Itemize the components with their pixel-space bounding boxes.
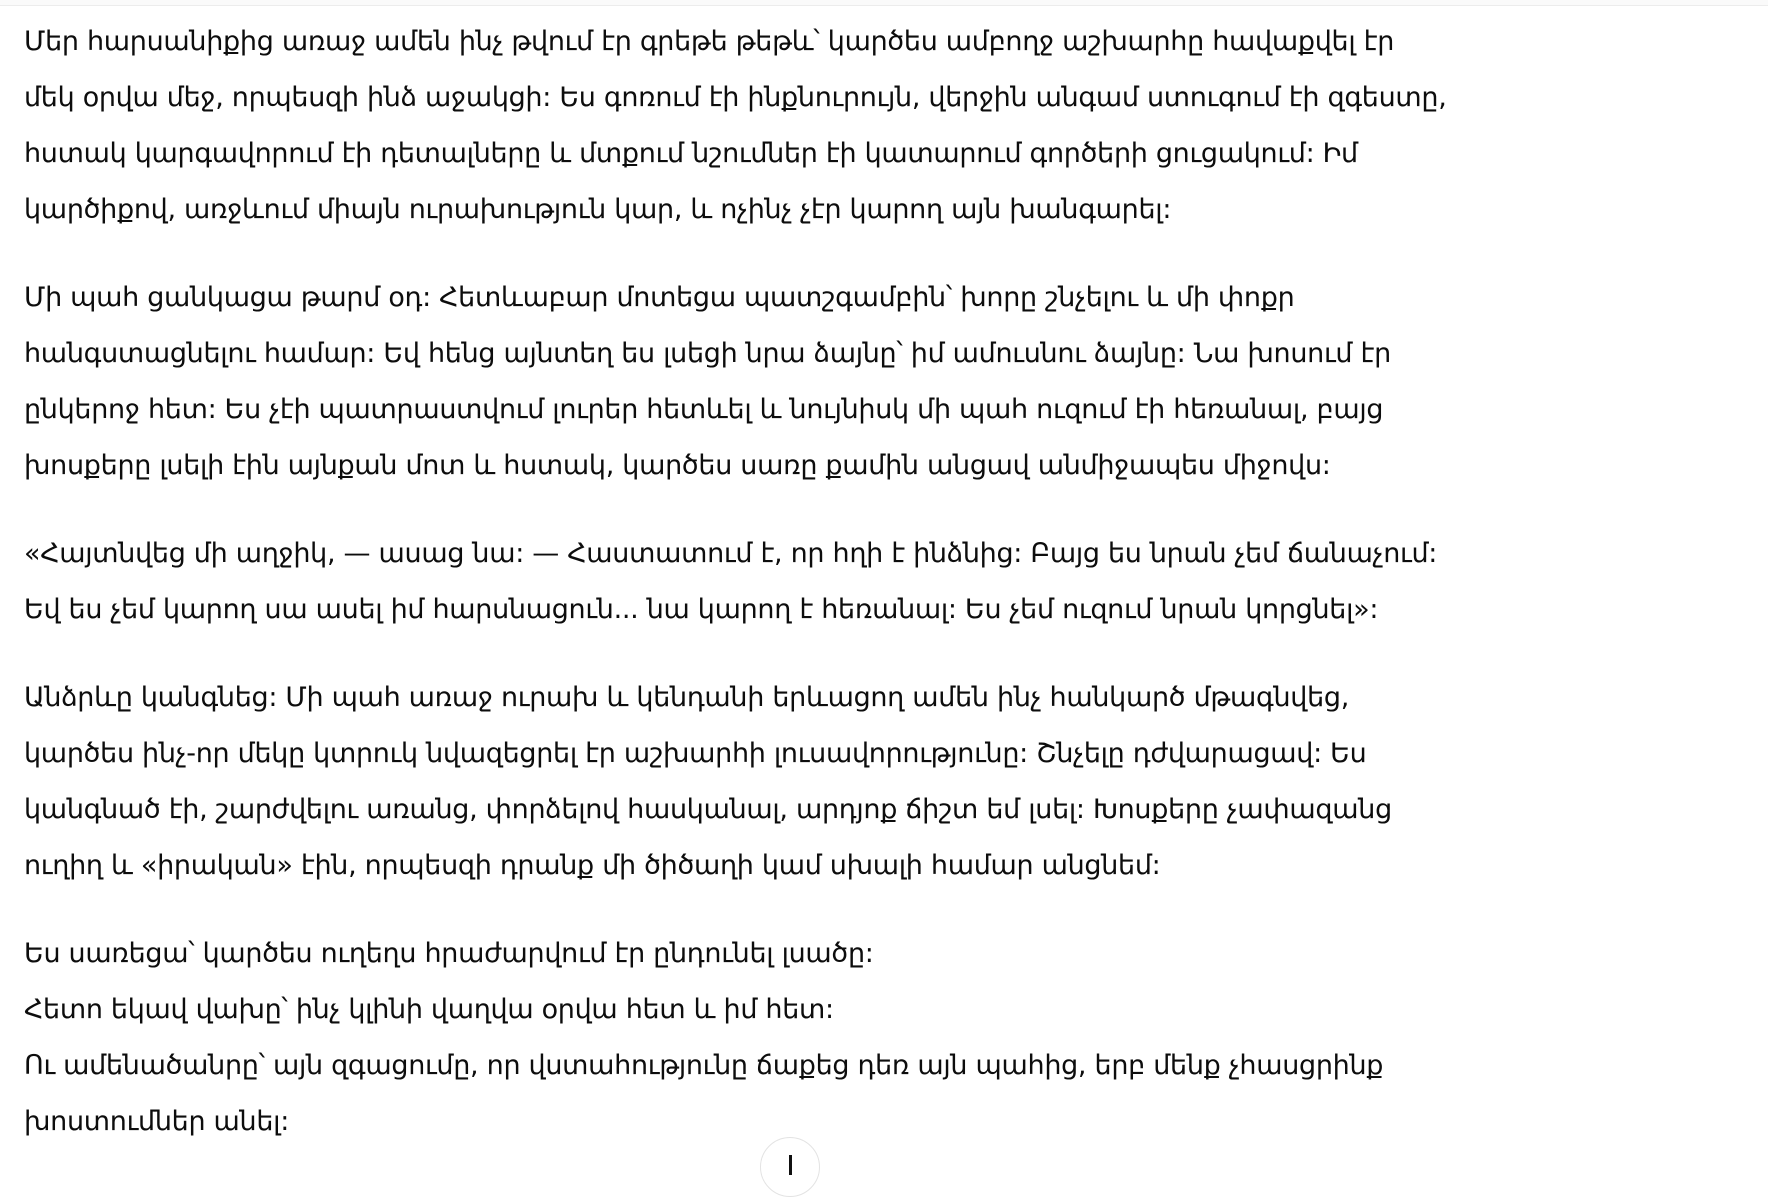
paragraph-2 <box>24 270 1744 494</box>
paragraph-4 <box>24 670 1744 894</box>
text-line: կանգնած էի, շարժվելու առանց, փորձելով հասկանալ, արդյոք ճիշտ եմ լսել: Խոսքերը չափազանց <box>24 794 1392 825</box>
text-line: ընկերոջ հետ: Ես չէի պատրաստվում լուրեր հետևել և նույնիսկ մի պահ ուզում էի հեռանալ, բայց <box>24 394 1384 425</box>
text-line: Մեր հարսանիքից առաջ ամեն ինչ թվում էր գրեթե թեթև՝ կարծես ամբողջ աշխարհը հավաքվել էր <box>24 26 1395 57</box>
text-line: խոսքերը լսելի էին այնքան մոտ և հստակ, կարծես սառը քամին անցավ անմիջապես միջովս: <box>24 450 1331 481</box>
paragraph-1 <box>24 14 1744 238</box>
text-line: Մի պահ ցանկացա թարմ օդ: Հետևաբար մոտեցա պատշգամբին՝ խորը շնչելու և մի փոքր <box>24 282 1295 313</box>
text-line: մեկ օրվա մեջ, որպեսզի ինձ աջակցի: Ես գոռում էի ինքնուրույն, վերջին անգամ ստուգում էի զգեստը, <box>24 82 1447 113</box>
text-line: կարծիքով, առջևում միայն ուրախություն կար, և ոչինչ չէր կարող այն խանգարել: <box>24 194 1172 225</box>
text-line: Ես սառեցա՝ կարծես ուղեղս հրաժարվում էր ընդունել լսածը: <box>24 938 874 969</box>
text-line: հստակ կարգավորում էի դետալները և մտքում նշումներ էի կատարում գործերի ցուցակում: Իմ <box>24 138 1358 169</box>
top-divider <box>0 0 1768 6</box>
message-content <box>24 14 1744 1182</box>
text-line: Եվ ես չեմ կարող սա ասել իմ հարսնացուն... նա կարող է հեռանալ: Ես չեմ ուզում նրան կորցնել»: <box>24 594 1379 625</box>
text-line: կարծես ինչ-որ մեկը կտրուկ նվազեցրել էր աշխարհի լուսավորությունը: Շնչելը դժվարացավ: Ես <box>24 738 1367 769</box>
text-line: ուղիղ և «իրական» էին, որպեսզի դրանք մի ծիծաղի կամ սխալի համար անցնեմ: <box>24 850 1161 881</box>
text-line: Ու ամենածանրը՝ այն զգացումը, որ վստահությունը ճաքեց դեռ այն պահից, երբ մենք չհասցրինք <box>24 1050 1384 1081</box>
text-line: հանգստացնելու համար: Եվ հենց այնտեղ ես լսեցի նրա ձայնը՝ իմ ամուսնու ձայնը: Նա խոսում էր <box>24 338 1391 369</box>
text-line: խոստումներ անել: <box>24 1106 290 1137</box>
paragraph-3 <box>24 526 1744 638</box>
text-line: «Հայտնվեց մի աղջիկ, — ասաց նա: — Հաստատում է, որ հղի է ինձնից: Բայց ես նրան չեմ ճանաչում: <box>24 538 1438 569</box>
text-line: Հետո եկավ վախը՝ ինչ կլինի վաղվա օրվա հետ և իմ հետ: <box>24 994 834 1025</box>
scroll-to-bottom-button[interactable] <box>760 1137 820 1197</box>
paragraph-5 <box>24 926 1744 1150</box>
arrow-down-icon <box>789 1155 792 1175</box>
text-line: Անձրևը կանգնեց: Մի պահ առաջ ուրախ և կենդանի երևացող ամեն ինչ հանկարծ մթագնվեց, <box>24 682 1350 713</box>
